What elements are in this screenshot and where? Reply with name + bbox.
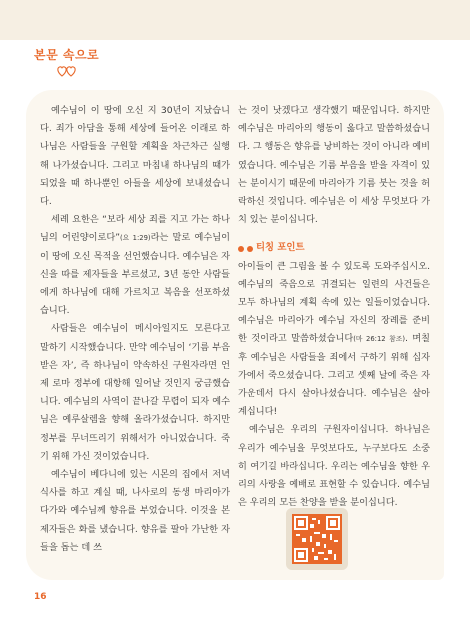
body-text: 세례 요한은 “보라 세상 죄를 지고 가는 하나님의 어린양이로다” (40, 214, 230, 244)
qr-code-frame (286, 508, 348, 570)
teaching-point-heading (238, 239, 430, 257)
body-paragraph: 예수님은 우리의 구원자이십니다. 하나님은 우리가 예수님을 무엇보다도, 누구보다도 소중히 여기길 바라십니다. 우리는 예수님을 향한 우리의 사랑을 예배로 표현할 수 있습니다. 예수님은 우리의 모든 찬양을 받을 분이십니다. (238, 424, 430, 509)
body-paragraph (238, 258, 430, 422)
body-paragraph: 예수님이 이 땅에 오신 지 30년이 지났습니다. 죄가 아담을 통해 세상에 들어온 이래로 하나님은 사람들을 구원할 계획을 차근차근 실행해 나가셨습니다. 그리고 마침내 하나님의 때가 되었을 때 하나뿐인 아들을 세상에 보내셨습니다. (40, 105, 230, 208)
body-column-right (238, 102, 430, 512)
teaching-point-title: 티칭 포인트 (256, 242, 305, 254)
body-text: 아이들이 큰 그림을 볼 수 있도록 도와주십시오. 예수님의 죽음으로 귀결되는 일련의 사건들은 모두 하나님의 계획 속에 있는 일들이었습니다. 예수님은 마리아가 예수님 자신의 장례를 준비한 것이라고 말씀하셨습니다 (238, 260, 430, 345)
header-band (0, 0, 470, 40)
body-column-left (40, 102, 230, 557)
bullet-dot-icon (247, 246, 253, 252)
body-text: 라는 말로 예수님이 이 땅에 오신 목적을 선언했습니다. 예수님은 자신을 따를 제자들을 부르셨고, 3년 동안 사람들에게 하나님에 대해 가르치고 복음을 선포하셨습니다. (40, 232, 231, 317)
body-paragraph (40, 211, 230, 320)
bullet-dot-icon (238, 246, 244, 252)
scripture-reference: (요 1:29) (119, 234, 151, 243)
qr-code-icon[interactable] (292, 514, 342, 564)
hearts-icon (56, 64, 78, 78)
body-paragraph: 사람들은 예수님이 메시아일지도 모른다고 말하기 시작했습니다. 만약 예수님이 ‘기름 부음 받은 자’, 즉 하나님이 약속하신 구원자라면 언제 로마 정부에 대항해 일어날 것인지 궁금했습니다. 예수님의 사역이 끝나갈 무렵이 되자 예수님은 예루살렘을 향해 올라가셨습니다. 하지만 정부를 무너뜨리기 위해서가 아니었습니다. 죽기 위해 가신 것이었습니다. (40, 323, 230, 462)
body-text: . 며칠 후 예수님은 사람들을 죄에서 구하기 위해 십자가에서 죽으셨습니다. 그리고 셋째 날에 죽은 자 가운데서 다시 살아나셨습니다. 예수님은 살아 계십니다! (238, 333, 430, 418)
page-number: 16 (34, 592, 47, 602)
scripture-reference: (마 26:12 참조) (353, 335, 405, 344)
body-paragraph: 예수님이 베다니에 있는 시몬의 집에서 저녁 식사를 하고 계실 때, 나사로의 동생 마리아가 다가와 예수님께 향유를 부었습니다. 이것을 본 제자들은 화를 냈습니다. 향유를 팔아 가난한 자들을 돕는 데 쓰 (40, 469, 230, 553)
section-title: 본문 속으로 (34, 48, 100, 62)
body-paragraph: 는 것이 낫겠다고 생각했기 때문입니다. 하지만 예수님은 마리아의 행동이 옳다고 말씀하셨습니다. 그 행동은 향유를 낭비하는 것이 아니라 예비였습니다. 예수님은 기름 부음을 받을 자격이 있는 분이시기 때문에 마리아가 기름 붓는 것을 허락하신 것입니다. 예수님은 이 세상 무엇보다 가치 있는 분이십니다. (238, 105, 430, 226)
